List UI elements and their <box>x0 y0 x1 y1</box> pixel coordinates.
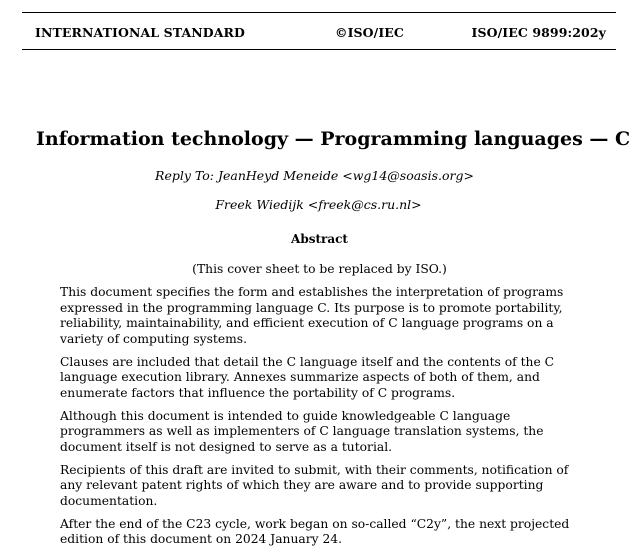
author-second: Freek Wiedijk <freek@cs.ru.nl> <box>215 197 422 212</box>
abstract-paragraph-clauses: Clauses are included that detail the C language itself and the contents of the C language execution library. Annexes summarize aspects of both of them, and enumerate factors that influence the portability of C programs. <box>60 354 555 400</box>
author-reply-to: Reply To: JeanHeyd Meneide <wg14@soasis.org> <box>155 168 474 183</box>
header-standard-label: INTERNATIONAL STANDARD <box>35 25 245 40</box>
abstract-heading: Abstract <box>291 232 348 246</box>
abstract-paragraph-audience: Although this document is intended to guide knowledgeable C language programmers as well as implementers of C language translation systems, the document itself is not designed to serve as a tutorial. <box>60 408 544 454</box>
abstract-paragraph-patents: Recipients of this draft are invited to submit, with their comments, notification of any relevant patent rights of which they are aware and to provide supporting documentation. <box>60 462 569 508</box>
cover-sheet-note: (This cover sheet to be replaced by ISO.) <box>192 262 447 276</box>
abstract-body <box>60 285 580 555</box>
header-copyright: ©ISO/IEC <box>335 25 404 40</box>
abstract-paragraph-scope: This document specifies the form and establishes the interpretation of programs expressed in the programming language C. Its purpose is to promote portability, reliability, maintainability, and efficient execution of C language programs on a variety of computing systems. <box>60 285 564 346</box>
document-title: Information technology — Programming languages — C <box>36 128 631 150</box>
header-document-number: ISO/IEC 9899:202y <box>471 25 606 40</box>
abstract-paragraph-c2y: After the end of the C23 cycle, work began on so-called “C2y”, the next projected edition of this document on 2024 January 24. <box>60 516 570 546</box>
page-header <box>22 12 616 50</box>
